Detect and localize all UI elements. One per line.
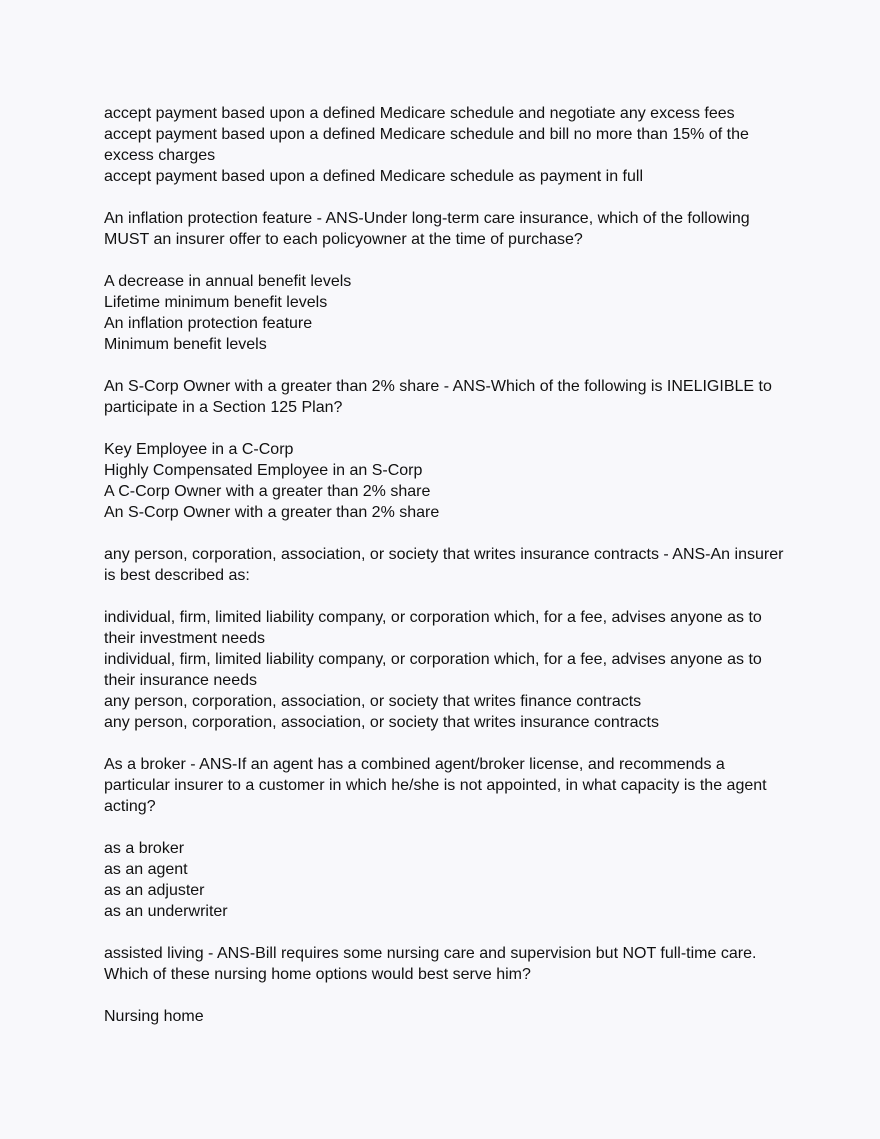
answer-options [104, 607, 794, 733]
option-line: Key Employee in a C-Corp [104, 441, 294, 458]
question-paragraph: assisted living - ANS-Bill requires some nursing care and supervision but NOT full-time care. Which of these nursing home options would best serve him? [104, 945, 757, 983]
option-line: Nursing home [104, 1008, 204, 1025]
option-line: Lifetime minimum benefit levels [104, 294, 328, 311]
question-paragraph: As a broker - ANS-If an agent has a combined agent/broker license, and recommends a particular insurer to a customer in which he/she is not appointed, in what capacity is the agent acting? [104, 756, 767, 815]
answer-options [104, 1006, 794, 1027]
answer-options [104, 838, 794, 922]
answer-options [104, 103, 794, 187]
answer-options [104, 439, 794, 523]
paragraph-gap [104, 355, 794, 376]
paragraph-gap [104, 733, 794, 754]
question-paragraph: An S-Corp Owner with a greater than 2% share - ANS-Which of the following is INELIGIBLE to participate in a Section 125 Plan? [104, 378, 772, 416]
question-paragraph: An inflation protection feature - ANS-Under long-term care insurance, which of the following MUST an insurer offer to each policyowner at the time of purchase? [104, 210, 750, 248]
paragraph-gap [104, 985, 794, 1006]
paragraph-gap [104, 250, 794, 271]
option-line: individual, firm, limited liability company, or corporation which, for a fee, advises anyone as to their insurance needs [104, 651, 762, 689]
option-line: as an agent [104, 861, 188, 878]
paragraph-gap [104, 187, 794, 208]
option-line: as an underwriter [104, 903, 228, 920]
paragraph-gap [104, 523, 794, 544]
option-line: Minimum benefit levels [104, 336, 267, 353]
option-line: as an adjuster [104, 882, 205, 899]
option-line: as a broker [104, 840, 185, 857]
paragraph-gap [104, 586, 794, 607]
option-line: individual, firm, limited liability company, or corporation which, for a fee, advises anyone as to their investment needs [104, 609, 762, 647]
paragraph-gap [104, 922, 794, 943]
paragraph-gap [104, 418, 794, 439]
option-line: accept payment based upon a defined Medicare schedule and bill no more than 15% of the excess charges [104, 126, 749, 164]
option-line: any person, corporation, association, or society that writes insurance contracts [104, 714, 659, 731]
option-line: any person, corporation, association, or society that writes finance contracts [104, 693, 642, 710]
option-line: An inflation protection feature [104, 315, 313, 332]
paragraph-gap [104, 817, 794, 838]
option-line: accept payment based upon a defined Medicare schedule and negotiate any excess fees [104, 105, 735, 122]
option-line: A decrease in annual benefit levels [104, 273, 352, 290]
option-line: Highly Compensated Employee in an S-Corp [104, 462, 423, 479]
question-paragraph: any person, corporation, association, or society that writes insurance contracts - ANS-An insurer is best described as: [104, 546, 784, 584]
answer-options [104, 271, 794, 355]
document-page [104, 103, 794, 1027]
option-line: A C-Corp Owner with a greater than 2% share [104, 483, 431, 500]
option-line: An S-Corp Owner with a greater than 2% share [104, 504, 440, 521]
option-line: accept payment based upon a defined Medicare schedule as payment in full [104, 168, 644, 185]
